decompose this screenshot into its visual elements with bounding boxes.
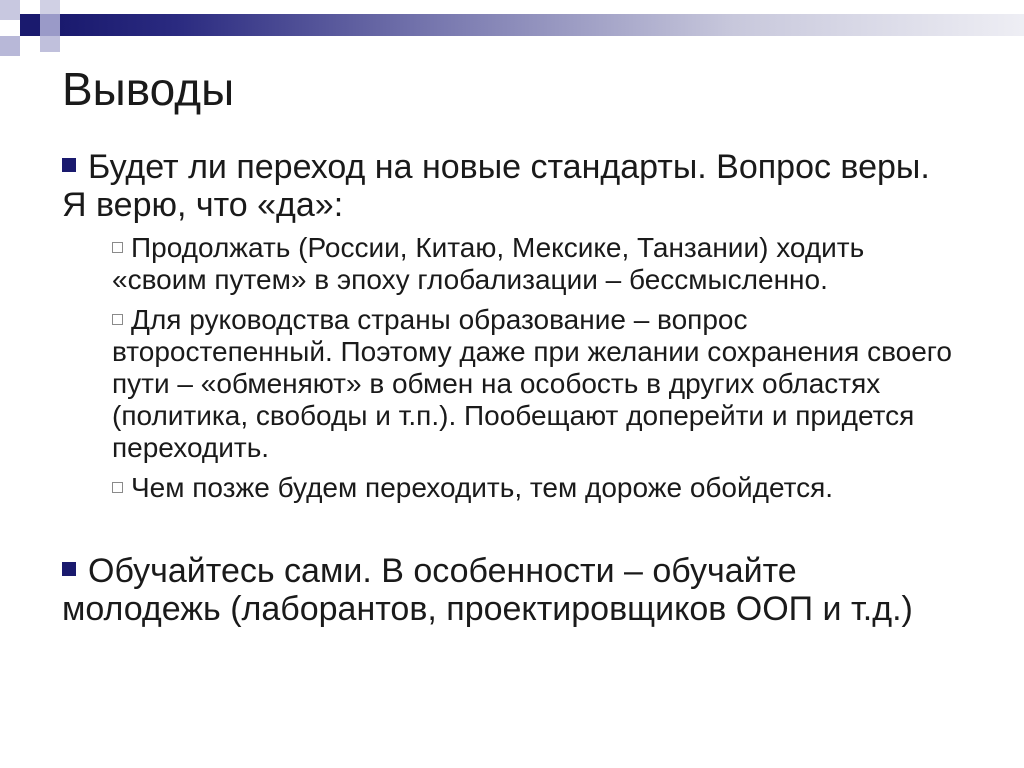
bullet-text: Будет ли переход на новые стандарты. Вопрос веры. Я верю, что «да»: bbox=[62, 148, 930, 224]
decor-square bbox=[0, 0, 20, 20]
spacer bbox=[62, 504, 962, 552]
slide-title: Выводы bbox=[62, 63, 235, 115]
sub-bullet-item bbox=[112, 224, 962, 296]
decor-square bbox=[20, 0, 40, 12]
sub-bullet-text: Продолжать (России, Китаю, Мексике, Танзании) ходить «своим путем» в эпоху глобализации – бессмысленно. bbox=[112, 232, 865, 295]
decor-square bbox=[40, 0, 60, 14]
decor-square bbox=[0, 36, 20, 56]
hollow-square-bullet-icon bbox=[112, 242, 123, 253]
bullet-text: Обучайтесь сами. В особенности – обучайте молодежь (лаборантов, проектировщиков ООП и т.д.) bbox=[62, 552, 913, 628]
decor-square bbox=[40, 14, 60, 36]
sub-bullet-text: Для руководства страны образование – вопрос второстепенный. Поэтому даже при желании сохранения своего пути – «обменяют» в обмен на особость в других областях (политика, свободы и т.п.). Пообещают доперейти и придется переходить. bbox=[112, 304, 952, 463]
slide-content bbox=[62, 148, 962, 628]
sub-bullet-item bbox=[112, 296, 962, 464]
square-bullet-icon bbox=[62, 562, 76, 576]
header-gradient-band bbox=[60, 14, 1024, 36]
decor-square bbox=[20, 14, 40, 36]
bullet-item bbox=[62, 552, 962, 628]
sub-bullet-item bbox=[112, 464, 962, 504]
decor-square bbox=[40, 36, 60, 52]
square-bullet-icon bbox=[62, 158, 76, 172]
sub-bullet-text: Чем позже будем переходить, тем дороже обойдется. bbox=[131, 472, 834, 503]
hollow-square-bullet-icon bbox=[112, 314, 123, 325]
hollow-square-bullet-icon bbox=[112, 482, 123, 493]
bullet-item bbox=[62, 148, 962, 224]
